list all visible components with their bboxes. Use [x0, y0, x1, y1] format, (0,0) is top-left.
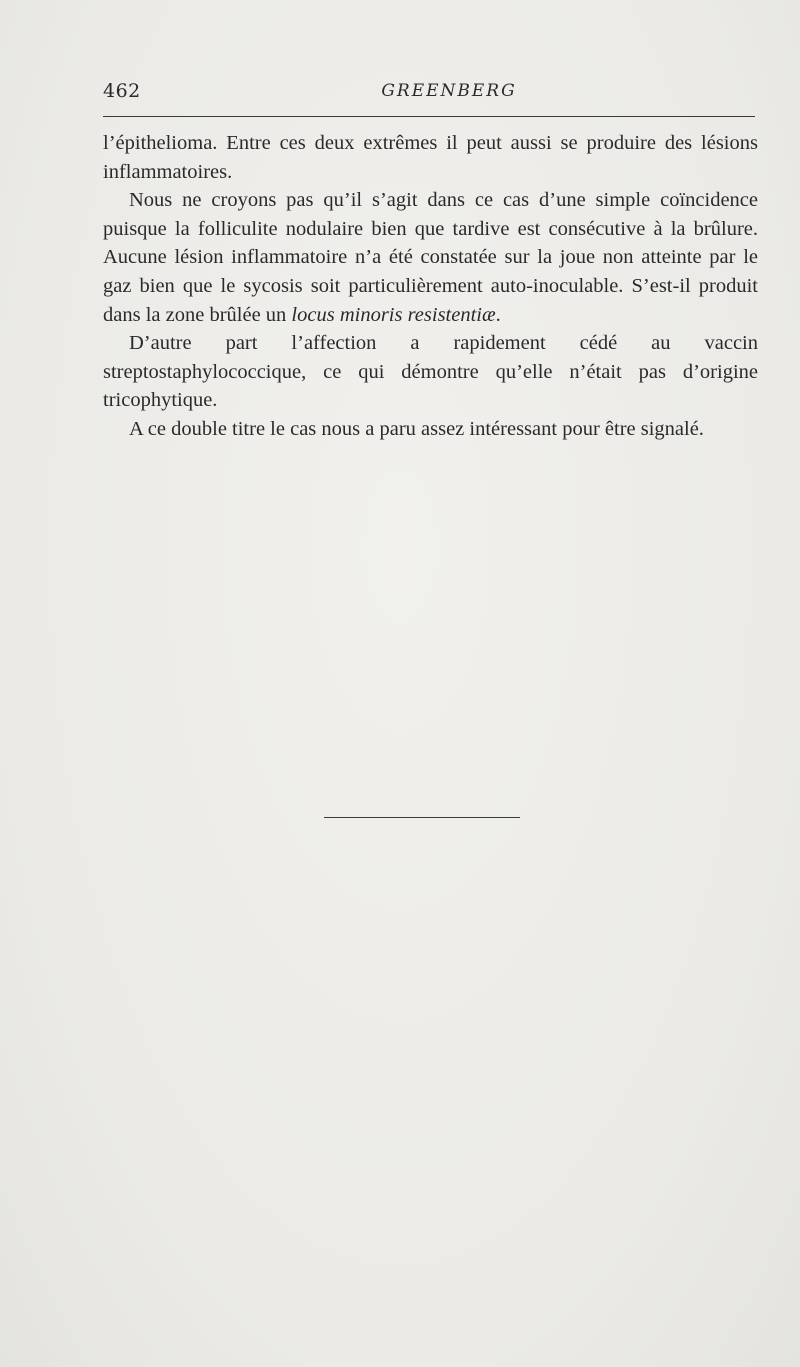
paragraph-2 [103, 186, 758, 329]
header-rule [103, 116, 755, 117]
end-rule [324, 817, 520, 818]
running-title: GREENBERG [381, 81, 517, 101]
paragraph-2-end: . [495, 303, 501, 326]
paragraph-4: A ce double titre le cas nous a paru assez intéressant pour être signalé. [129, 417, 704, 440]
page-number: 462 [103, 80, 141, 102]
paragraph-1: l’épithelioma. Entre ces deux extrêmes il peut aussi se produire des lésions inflammatoires. [103, 132, 758, 183]
paragraph-3: D’autre part l’affection a rapidement cédé au vaccin streptostaphylococcique, ce qui démontre qu’elle n’était pas d’origine tricophytique. [103, 332, 758, 412]
latin-phrase: locus minoris resistentiæ [291, 303, 496, 326]
running-head [103, 80, 755, 108]
paragraph-2-text: Nous ne croyons pas qu’il s’agit dans ce cas d’une simple coïncidence puisque la folliculite nodulaire bien que tardive est consécutive à la brûlure. Aucune lésion inflammatoire n’a été constatée sur la joue non atteinte par le gaz bien que le sycosis soit particulièrement auto-inoculable. S’est-il produit dans la zone brûlée un [103, 189, 758, 326]
body-text [103, 129, 758, 444]
